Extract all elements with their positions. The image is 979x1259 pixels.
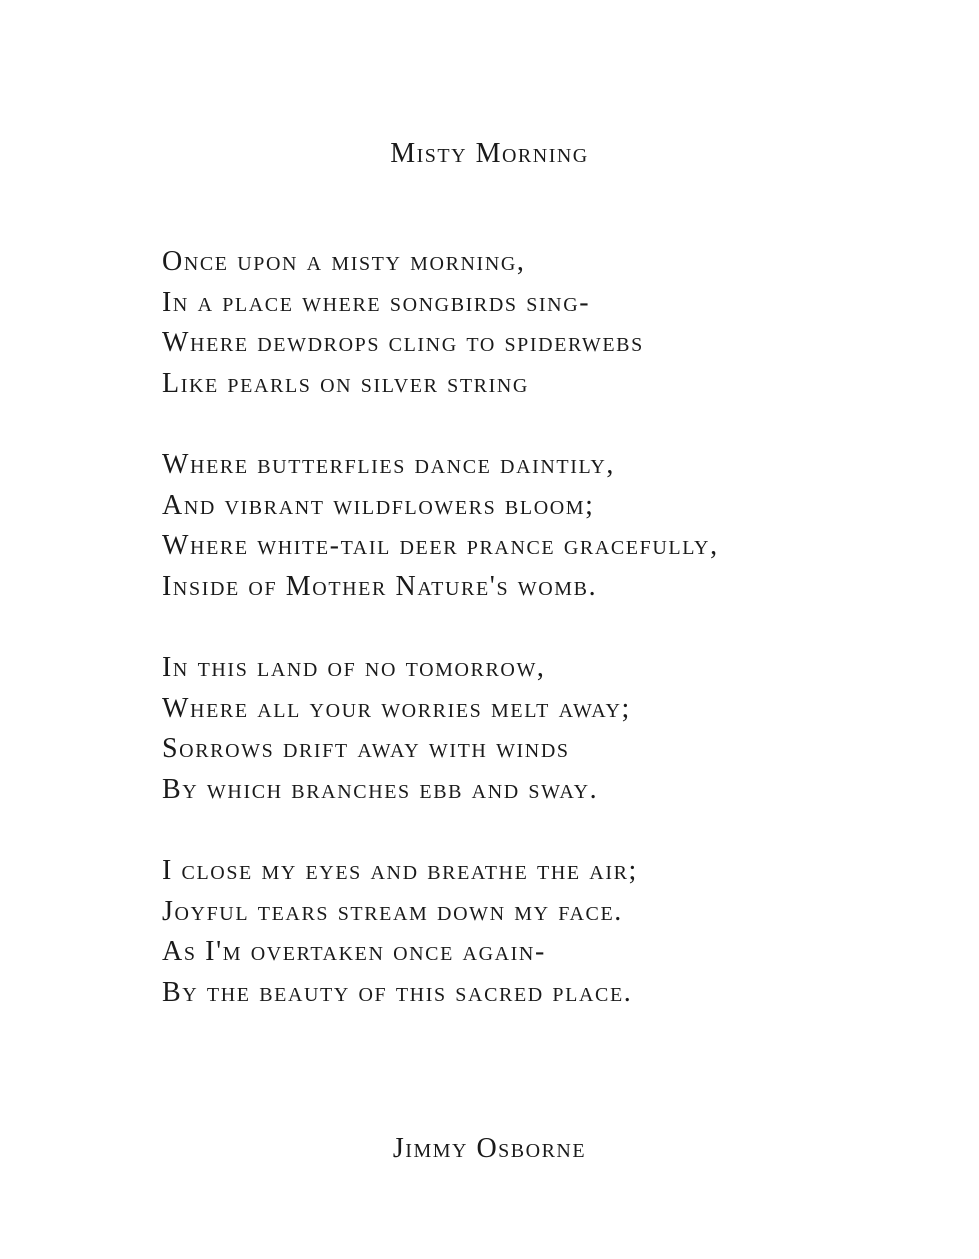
poem-line: Where white-tail deer prance gracefully, bbox=[162, 530, 719, 561]
poem-line: And vibrant wildflowers bloom; bbox=[162, 489, 595, 521]
stanza-2 bbox=[162, 445, 942, 607]
poem-line: Joyful tears stream down my face. bbox=[162, 895, 623, 927]
poem-line: By which branches ebb and sway. bbox=[162, 773, 599, 805]
poem-line: Sorrows drift away with winds bbox=[162, 733, 570, 764]
poem-line: In this land of no tomorrow, bbox=[162, 652, 546, 683]
poem-line: Where butterflies dance daintily, bbox=[162, 449, 615, 480]
poem-body bbox=[162, 242, 942, 1054]
stanza-3 bbox=[162, 648, 942, 810]
poem-line: Where all your worries melt away; bbox=[162, 692, 631, 724]
poem-line: Where dewdrops cling to spiderwebs bbox=[162, 327, 644, 358]
poem-line: As I'm overtaken once again- bbox=[162, 936, 546, 967]
poem-line: By the beauty of this sacred place. bbox=[162, 976, 633, 1008]
stanza-4 bbox=[162, 851, 942, 1013]
poem-title: Misty Morning bbox=[390, 138, 589, 169]
poem-line: Inside of Mother Nature's womb. bbox=[162, 570, 598, 602]
poem-line: I close my eyes and breathe the air; bbox=[162, 855, 638, 886]
poem-line: In a place where songbirds sing- bbox=[162, 286, 591, 318]
stanza-1 bbox=[162, 242, 942, 404]
poem-line: Once upon a misty morning, bbox=[162, 246, 526, 277]
poem-author: Jimmy Osborne bbox=[392, 1133, 587, 1164]
poem-line: Like pearls on silver string bbox=[162, 367, 529, 399]
